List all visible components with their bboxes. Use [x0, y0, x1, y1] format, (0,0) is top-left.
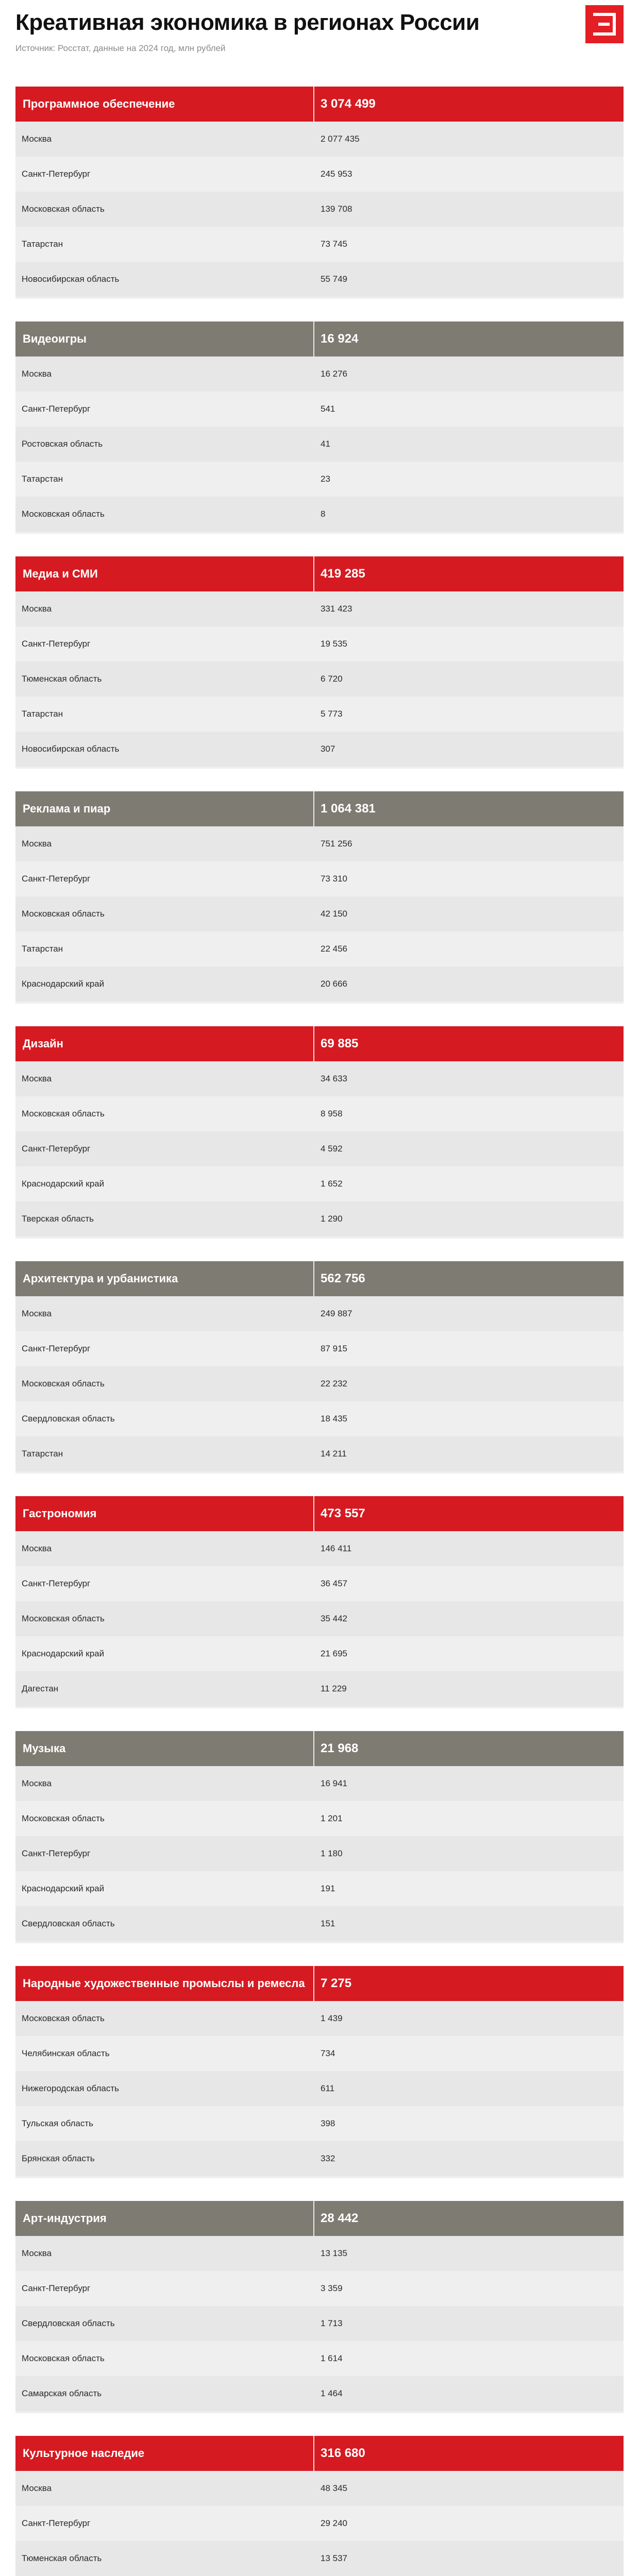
table-row [15, 1671, 624, 1706]
region-name: Дагестан [22, 1684, 59, 1693]
category-total: 28 442 [321, 2211, 359, 2225]
region-value: 18 435 [321, 1414, 347, 1423]
category-header [15, 556, 624, 591]
region-value: 1 439 [321, 2013, 343, 2023]
region-value: 73 310 [321, 874, 347, 884]
region-value: 23 [321, 474, 330, 484]
table-row [15, 1401, 624, 1436]
region-value: 8 958 [321, 1109, 343, 1118]
category-name: Архитектура и урбанистика [15, 1261, 314, 1296]
square-e-logo-icon[interactable] [585, 5, 624, 43]
table-row [15, 1366, 624, 1401]
category-total: 316 680 [321, 2446, 365, 2460]
header [0, 0, 639, 52]
category-name: Реклама и пиар [15, 791, 314, 826]
region-name: Московская область [22, 204, 105, 214]
table-row [15, 227, 624, 262]
region-table [15, 357, 624, 532]
category-section [15, 321, 624, 534]
category-total: 3 074 499 [321, 97, 376, 111]
region-value: 6 720 [321, 674, 343, 684]
category-name: Культурное наследие [15, 2436, 314, 2471]
region-name: Москва [22, 2483, 52, 2493]
region-table [15, 1296, 624, 1471]
region-value: 16 941 [321, 1778, 347, 1788]
region-name: Санкт-Петербург [22, 1849, 91, 1858]
category-name: Видеоигры [15, 321, 314, 357]
region-name: Санкт-Петербург [22, 1344, 91, 1353]
table-row [15, 2506, 624, 2541]
table-row [15, 1096, 624, 1131]
region-value: 34 633 [321, 1074, 347, 1083]
region-name: Татарстан [22, 1449, 63, 1459]
region-value: 146 411 [321, 1544, 352, 1553]
region-value: 332 [321, 2154, 335, 2163]
region-value: 4 592 [321, 1144, 343, 1154]
region-value: 307 [321, 744, 335, 754]
table-row [15, 1766, 624, 1801]
category-total: 7 275 [321, 1976, 352, 1990]
table-row [15, 2071, 624, 2106]
table-row [15, 122, 624, 157]
region-name: Татарстан [22, 944, 63, 954]
region-value: 734 [321, 2048, 335, 2058]
table-row [15, 826, 624, 861]
category-name: Программное обеспечение [15, 87, 314, 122]
region-name: Новосибирская область [22, 274, 120, 284]
table-row [15, 262, 624, 297]
region-name: Краснодарский край [22, 979, 105, 989]
region-value: 16 276 [321, 369, 347, 379]
table-row [15, 157, 624, 192]
region-name: Московская область [22, 509, 105, 519]
category-header [15, 1731, 624, 1766]
table-row [15, 1601, 624, 1636]
category-total: 21 968 [321, 1741, 359, 1755]
region-name: Татарстан [22, 474, 63, 484]
region-name: Московская область [22, 1109, 105, 1118]
region-value: 139 708 [321, 204, 352, 214]
table-row [15, 1201, 624, 1236]
table-row [15, 2541, 624, 2576]
region-value: 5 773 [321, 709, 343, 719]
category-total: 419 285 [321, 567, 365, 581]
region-table [15, 826, 624, 1002]
region-name: Самарская область [22, 2388, 102, 2398]
category-name: Медиа и СМИ [15, 556, 314, 591]
table-row [15, 896, 624, 931]
region-name: Московская область [22, 1614, 105, 1623]
category-section [15, 556, 624, 769]
region-value: 87 915 [321, 1344, 347, 1353]
category-header [15, 321, 624, 357]
region-name: Тверская область [22, 1214, 94, 1224]
table-row [15, 1436, 624, 1471]
category-total: 16 924 [321, 332, 359, 346]
table-row [15, 427, 624, 462]
region-name: Санкт-Петербург [22, 1144, 91, 1154]
page-subtitle: Источник: Росстат, данные на 2024 год, млн рублей [15, 43, 226, 53]
table-row [15, 2141, 624, 2176]
table-row [15, 2306, 624, 2341]
region-value: 151 [321, 1919, 335, 1928]
category-total: 473 557 [321, 1506, 365, 1520]
table-row [15, 1296, 624, 1331]
region-value: 19 535 [321, 639, 347, 649]
region-value: 8 [321, 509, 326, 519]
category-section [15, 1966, 624, 2178]
region-name: Краснодарский край [22, 1884, 105, 1893]
region-name: Татарстан [22, 239, 63, 249]
region-value: 13 537 [321, 2553, 347, 2563]
region-name: Москва [22, 839, 52, 849]
region-name: Тюменская область [22, 2553, 102, 2563]
region-name: Свердловская область [22, 1414, 115, 1423]
region-table [15, 2001, 624, 2176]
region-value: 191 [321, 1884, 335, 1893]
region-value: 29 240 [321, 2518, 347, 2528]
table-row [15, 697, 624, 732]
table-row [15, 1531, 624, 1566]
region-name: Краснодарский край [22, 1179, 105, 1189]
table-row [15, 392, 624, 427]
region-table [15, 2471, 624, 2576]
region-value: 14 211 [321, 1449, 347, 1459]
table-row [15, 2376, 624, 2411]
region-value: 35 442 [321, 1614, 347, 1623]
region-name: Московская область [22, 1814, 105, 1823]
table-row [15, 1061, 624, 1096]
table-row [15, 1566, 624, 1601]
table-row [15, 1331, 624, 1366]
region-name: Брянская область [22, 2154, 95, 2163]
category-header [15, 1026, 624, 1061]
region-value: 42 150 [321, 909, 347, 919]
table-row [15, 1906, 624, 1941]
region-value: 611 [321, 2083, 335, 2093]
region-table [15, 591, 624, 767]
region-table [15, 122, 624, 297]
category-section [15, 1261, 624, 1473]
region-name: Санкт-Петербург [22, 639, 91, 649]
table-row [15, 497, 624, 532]
region-value: 541 [321, 404, 335, 414]
table-row [15, 1836, 624, 1871]
region-value: 1 652 [321, 1179, 343, 1189]
table-row [15, 2236, 624, 2271]
category-section [15, 87, 624, 299]
category-name: Дизайн [15, 1026, 314, 1061]
category-name: Музыка [15, 1731, 314, 1766]
category-section [15, 1731, 624, 1943]
region-table [15, 2236, 624, 2411]
category-header [15, 1496, 624, 1531]
region-name: Санкт-Петербург [22, 1579, 91, 1588]
region-name: Москва [22, 604, 52, 614]
region-name: Московская область [22, 1379, 105, 1388]
region-value: 1 180 [321, 1849, 343, 1858]
category-header [15, 1261, 624, 1296]
region-value: 249 887 [321, 1309, 352, 1318]
category-header [15, 2436, 624, 2471]
region-value: 20 666 [321, 979, 347, 989]
table-row [15, 1801, 624, 1836]
region-value: 751 256 [321, 839, 352, 849]
region-name: Московская область [22, 909, 105, 919]
category-total: 562 756 [321, 1272, 365, 1285]
region-value: 73 745 [321, 239, 347, 249]
table-row [15, 2036, 624, 2071]
category-header [15, 1966, 624, 2001]
table-row [15, 192, 624, 227]
table-row [15, 1166, 624, 1201]
region-name: Москва [22, 1544, 52, 1553]
region-value: 41 [321, 439, 330, 449]
category-total: 1 064 381 [321, 802, 376, 816]
region-name: Свердловская область [22, 2318, 115, 2328]
region-value: 398 [321, 2119, 335, 2128]
region-name: Свердловская область [22, 1919, 115, 1928]
table-row [15, 1131, 624, 1166]
category-section [15, 1026, 624, 1239]
category-header [15, 2201, 624, 2236]
region-name: Тюменская область [22, 674, 102, 684]
region-name: Санкт-Петербург [22, 874, 91, 884]
region-value: 22 232 [321, 1379, 347, 1388]
region-value: 1 464 [321, 2388, 343, 2398]
region-name: Москва [22, 134, 52, 144]
table-row [15, 462, 624, 497]
region-name: Москва [22, 1074, 52, 1083]
page-title: Креативная экономика в регионах России [15, 10, 480, 35]
region-name: Тульская область [22, 2119, 93, 2128]
logo-glyph [593, 13, 616, 36]
region-value: 55 749 [321, 274, 347, 284]
table-row [15, 931, 624, 967]
region-value: 11 229 [321, 1684, 347, 1693]
region-value: 3 359 [321, 2283, 343, 2293]
region-table [15, 1531, 624, 1706]
table-row [15, 357, 624, 392]
region-name: Челябинская область [22, 2048, 110, 2058]
table-row [15, 1636, 624, 1671]
table-row [15, 2271, 624, 2306]
category-name: Арт-индустрия [15, 2201, 314, 2236]
table-row [15, 2341, 624, 2376]
region-value: 48 345 [321, 2483, 347, 2493]
category-name: Гастрономия [15, 1496, 314, 1531]
region-name: Ростовская область [22, 439, 103, 449]
category-section [15, 791, 624, 1004]
table-row [15, 1871, 624, 1906]
table-row [15, 2001, 624, 2036]
table-row [15, 2471, 624, 2506]
category-name: Народные художественные промыслы и ремесла [15, 1966, 314, 2001]
region-name: Москва [22, 369, 52, 379]
category-header [15, 791, 624, 826]
region-table [15, 1766, 624, 1941]
region-name: Московская область [22, 2353, 105, 2363]
category-header [15, 87, 624, 122]
region-name: Москва [22, 1778, 52, 1788]
table-row [15, 861, 624, 896]
region-value: 331 423 [321, 604, 352, 614]
region-name: Москва [22, 2248, 52, 2258]
table-row [15, 662, 624, 697]
sections-list [15, 87, 624, 2576]
region-name: Санкт-Петербург [22, 2283, 91, 2293]
region-name: Новосибирская область [22, 744, 120, 754]
region-name: Санкт-Петербург [22, 2518, 91, 2528]
region-value: 2 077 435 [321, 134, 360, 144]
region-value: 1 290 [321, 1214, 343, 1224]
region-name: Татарстан [22, 709, 63, 719]
region-table [15, 1061, 624, 1236]
region-name: Краснодарский край [22, 1649, 105, 1658]
region-value: 245 953 [321, 169, 352, 179]
region-value: 1 713 [321, 2318, 343, 2328]
region-name: Санкт-Петербург [22, 169, 91, 179]
table-row [15, 591, 624, 626]
category-section [15, 2201, 624, 2413]
region-value: 1 614 [321, 2353, 343, 2363]
category-section [15, 2436, 624, 2576]
category-section [15, 1496, 624, 1708]
table-row [15, 2106, 624, 2141]
region-name: Нижегородская область [22, 2083, 119, 2093]
region-value: 13 135 [321, 2248, 347, 2258]
region-value: 22 456 [321, 944, 347, 954]
region-value: 1 201 [321, 1814, 343, 1823]
table-row [15, 732, 624, 767]
region-name: Московская область [22, 2013, 105, 2023]
category-total: 69 885 [321, 1037, 359, 1050]
table-row [15, 626, 624, 662]
region-value: 21 695 [321, 1649, 347, 1658]
region-name: Москва [22, 1309, 52, 1318]
region-value: 36 457 [321, 1579, 347, 1588]
table-row [15, 967, 624, 1002]
region-name: Санкт-Петербург [22, 404, 91, 414]
